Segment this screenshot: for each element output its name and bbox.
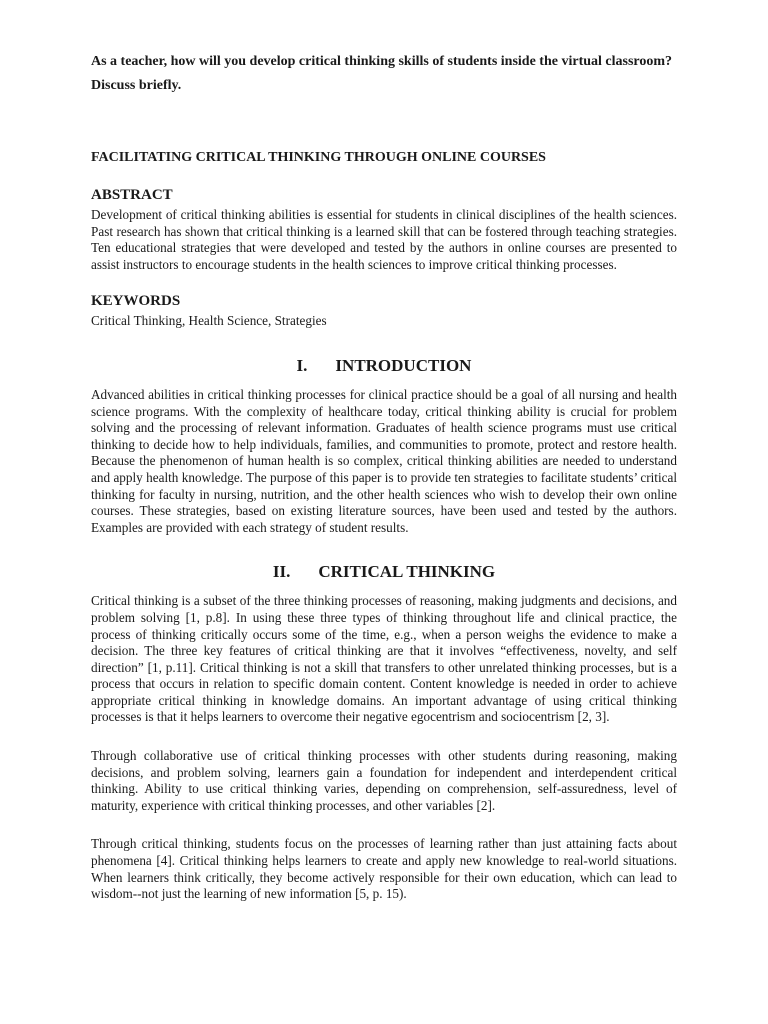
paper-title: FACILITATING CRITICAL THINKING THROUGH ONLINE COURSES — [91, 150, 546, 165]
abstract-label: ABSTRACT — [91, 187, 173, 203]
abstract-text: Development of critical thinking abilities is essential for students in clinical disciplines of the health sciences. Past research has shown that critical thinking is a learned skill that can be fostered through teaching strategies. Ten educational strategies that were developed and tested by the authors in online courses are presented to assist instructors to encourage students in the health sciences to improve critical thinking processes. — [91, 207, 677, 272]
section-title: CRITICAL THINKING — [318, 562, 496, 582]
keywords-text: Critical Thinking, Health Science, Strategies — [91, 313, 327, 329]
question-prompt: As a teacher, how will you develop critical thinking skills of students inside the virtual classroom? Discuss briefly. — [91, 54, 673, 93]
section-number: II. — [272, 562, 291, 582]
section-number: I. — [296, 355, 308, 375]
critical-thinking-paragraph: Critical thinking is a subset of the three thinking processes of reasoning, making judgments and decisions, and problem solving [1, p.8]. In using these three types of thinking throughout life and clinical practice, the process of thinking critically occurs some of the time, e.g., when a person weighs the evidence to make a decision. The three key features of critical thinking are that it involves “effectiveness, novelty, and self direction” [1, p.11]. Critical thinking is not a skill that transfers to other unrelated thinking processes, but is a process that occurs in relation to specific domain content. Content knowledge is needed in order to achieve appropriate critical thinking in knowledge domains. An important advantage of using critical thinking processes is that it helps learners to overcome their negative egocentrism and sociocentrism [2, 3]. — [91, 593, 677, 725]
section-heading-critical-thinking — [91, 562, 677, 582]
introduction-paragraph: Advanced abilities in critical thinking processes for clinical practice should be a goal of all nursing and health science programs. With the complexity of healthcare today, critical thinking ability is crucial for problem solving and the processing of relevant information. Graduates of health science programs must use critical thinking to decide how to help individuals, families, and communities to promote, protect and restore health. Because the phenomenon of human health is so complex, critical thinking abilities are needed to understand and apply health knowledge. The purpose of this paper is to provide ten strategies to facilitate students’ critical thinking for faculty in nursing, nutrition, and the other health sciences who wish to develop their own online courses. These strategies, based on existing literature sources, have been used and tested by the authors. Examples are provided with each strategy of student results. — [91, 386, 677, 535]
section-heading-introduction — [91, 356, 677, 376]
critical-thinking-paragraph: Through collaborative use of critical thinking processes with other students during reasoning, making decisions, and problem solving, learners gain a foundation for independent and interdependent critical thinking. Ability to use critical thinking varies, depending on comprehension, self-assuredness, level of maturity, experience with critical thinking processes, and other variables [2]. — [91, 748, 677, 813]
document-page — [91, 50, 677, 903]
section-title: INTRODUCTION — [335, 355, 472, 375]
keywords-label: KEYWORDS — [91, 293, 181, 310]
critical-thinking-paragraph: Through critical thinking, students focus on the processes of learning rather than just attaining facts about phenomena [4]. Critical thinking helps learners to create and apply new knowledge to real-world situations. When learners think critically, they become actively responsible for their own education, which can lead to wisdom--not just the learning of new information [5, p. 15). — [91, 836, 677, 902]
